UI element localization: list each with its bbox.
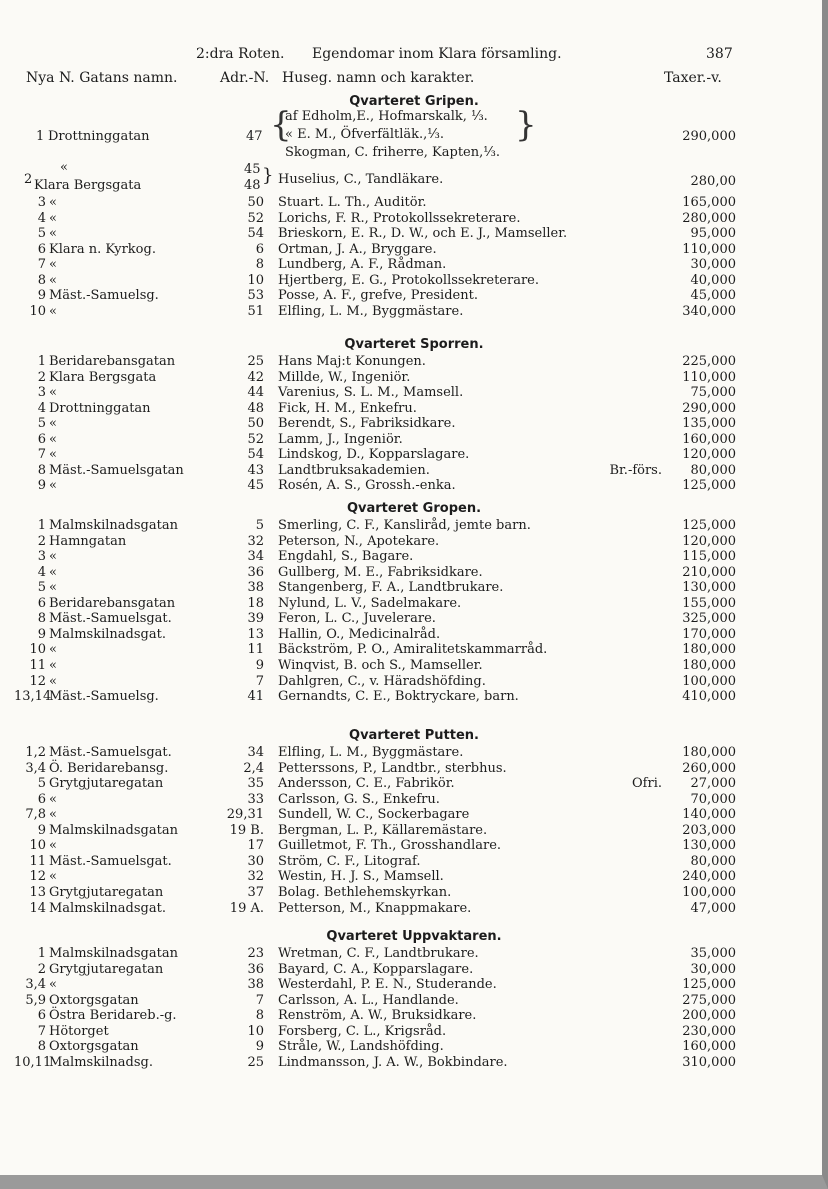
- street: «: [49, 838, 57, 853]
- tax-value: 165,000: [682, 195, 736, 210]
- addr-number: 5: [255, 518, 264, 533]
- nr: 5: [37, 416, 46, 431]
- owner: Gullberg, M. E., Fabriksidkare.: [278, 565, 483, 580]
- tax-value: 180,000: [682, 642, 736, 657]
- tax-value: 260,000: [682, 761, 736, 776]
- owner: Fick, H. M., Enkefru.: [278, 401, 417, 416]
- nr: 2: [37, 370, 46, 385]
- addr-number: 47: [246, 129, 263, 144]
- addr-number: 23: [247, 946, 264, 961]
- tax-value: 47,000: [690, 901, 736, 916]
- nr: 14: [29, 901, 46, 916]
- addr-number: 36: [247, 962, 264, 977]
- owner: Millde, W., Ingeniör.: [278, 370, 411, 385]
- street: Malmskilnadsgat.: [49, 901, 166, 916]
- addr-number: 53: [247, 288, 264, 303]
- addr-number: 35: [247, 776, 264, 791]
- tax-value: 170,000: [682, 627, 736, 642]
- nr: 1: [37, 518, 46, 533]
- nr: 1: [37, 354, 46, 369]
- brace-right: }: [515, 105, 537, 145]
- owner: Elfling, L. M., Byggmästare.: [278, 745, 464, 760]
- addr-number: 7: [255, 993, 264, 1008]
- street: «: [60, 160, 68, 175]
- nr: 6: [37, 1008, 46, 1023]
- nr: 6: [37, 242, 46, 257]
- tax-value: 70,000: [690, 792, 736, 807]
- addr-number: 6: [255, 242, 264, 257]
- street: Mäst.-Samuelsgat.: [49, 611, 172, 626]
- page-title: Egendomar inom Klara församling.: [312, 46, 562, 62]
- tax-value: 80,000: [690, 854, 736, 869]
- tax-value: 40,000: [690, 273, 736, 288]
- addr-number: 30: [247, 854, 264, 869]
- addr-number: 38: [247, 580, 264, 595]
- street: Hötorget: [49, 1024, 109, 1039]
- nr: 3,4: [25, 761, 46, 776]
- owner: Bayard, C. A., Kopparslagare.: [278, 962, 474, 977]
- owner: Brieskorn, E. R., D. W., och E. J., Mamseller.: [278, 226, 568, 241]
- street: Malmskilnadsgatan: [49, 946, 178, 961]
- street: Mäst.-Samuelsgat.: [49, 745, 172, 760]
- addr-number: 9: [255, 1039, 264, 1054]
- street: Drottninggatan: [48, 129, 150, 144]
- tax-value: 30,000: [690, 257, 736, 272]
- owner: Lindmansson, J. A. W., Bokbindare.: [278, 1055, 508, 1070]
- owner: Petterssons, P., Landtbr., sterbhus.: [278, 761, 507, 776]
- owner: Petterson, M., Knappmakare.: [278, 901, 472, 916]
- block-title-gripen: Qvarteret Gripen.: [349, 94, 479, 109]
- tax-value: 160,000: [682, 432, 736, 447]
- street: «: [49, 658, 57, 673]
- addr-number: 7: [255, 674, 264, 689]
- nr: 6: [37, 596, 46, 611]
- owner: Andersson, C. E., Fabrikör.: [278, 776, 455, 791]
- street: Malmskilnadsgatan: [49, 518, 178, 533]
- street: «: [49, 416, 57, 431]
- tax-value: 125,000: [682, 518, 736, 533]
- tax-value: 110,000: [682, 370, 736, 385]
- owner: Bergman, L. P., Källaremästare.: [278, 823, 488, 838]
- street: Oxtorgsgatan: [49, 993, 139, 1008]
- owner: Lundberg, A. F., Rådman.: [278, 257, 447, 272]
- nr: 7,8: [25, 807, 46, 822]
- nr: 5: [37, 776, 46, 791]
- street: «: [49, 565, 57, 580]
- owner: Hans Maj:t Konungen.: [278, 354, 426, 369]
- owner: Stråle, W., Landshöfding.: [278, 1039, 444, 1054]
- addr-number: 37: [247, 885, 264, 900]
- block-title: Qvarteret Gropen.: [346, 501, 482, 516]
- nr: 10: [29, 838, 46, 853]
- nr: 7: [37, 447, 46, 462]
- tax-value: 180,000: [682, 745, 736, 760]
- street: Mäst.-Samuelsg.: [49, 689, 159, 704]
- street: «: [49, 549, 57, 564]
- col-header-street: Nya N. Gatans namn.: [26, 70, 178, 86]
- tax-value: 130,000: [682, 580, 736, 595]
- nr: 3,4: [25, 977, 46, 992]
- tax-value: 200,000: [682, 1008, 736, 1023]
- tax-value: 115,000: [682, 549, 736, 564]
- street: Drottninggatan: [49, 401, 151, 416]
- owner: Forsberg, C. L., Krigsråd.: [278, 1024, 447, 1039]
- owner: Skogman, C. friherre, Kapten,⅓.: [285, 145, 500, 160]
- addr-number: 17: [247, 838, 264, 853]
- addr-number: 43: [247, 463, 264, 478]
- owner: Varenius, S. L. M., Mamsell.: [278, 385, 464, 400]
- tax-value: 310,000: [682, 1055, 736, 1070]
- tax-value: 110,000: [682, 242, 736, 257]
- street: Klara Bergsgata: [49, 370, 157, 385]
- tax-value: 225,000: [682, 354, 736, 369]
- nr: 4: [37, 401, 46, 416]
- col-header-tax: Taxer.-v.: [664, 70, 722, 86]
- owner: Winqvist, B. och S., Mamseller.: [278, 658, 483, 673]
- nr: 3: [37, 385, 46, 400]
- nr: 8: [37, 463, 46, 478]
- street: Grytgjutaregatan: [49, 962, 164, 977]
- nr: 2: [24, 172, 33, 187]
- owner: Lamm, J., Ingeniör.: [278, 432, 403, 447]
- owner: Carlsson, G. S., Enkefru.: [278, 792, 440, 807]
- addr-number: 50: [247, 195, 264, 210]
- tax-value: 340,000: [682, 304, 736, 319]
- tax-value: 290,000: [682, 401, 736, 416]
- street: Malmskilnadsgatan: [49, 823, 178, 838]
- street: Mäst.-Samuelsgatan: [49, 463, 184, 478]
- nr: 10: [29, 642, 46, 657]
- nr: 6: [37, 792, 46, 807]
- addr-number: 2,4: [243, 761, 264, 776]
- addr-number: 8: [255, 257, 264, 272]
- block-title: Qvarteret Putten.: [349, 728, 479, 743]
- addr-number: 38: [247, 977, 264, 992]
- nr: 2: [37, 534, 46, 549]
- street: «: [49, 478, 57, 493]
- tax-value: 95,000: [690, 226, 736, 241]
- nr: 8: [37, 611, 46, 626]
- addr-number: 48: [247, 401, 264, 416]
- street: «: [49, 257, 57, 272]
- addr-number: 34: [247, 745, 264, 760]
- nr: 1,2: [25, 745, 46, 760]
- addr-number: 33: [247, 792, 264, 807]
- col-header-addr: Adr.-N.: [220, 70, 270, 86]
- nr: 6: [37, 432, 46, 447]
- owner: Hallin, O., Medicinalråd.: [278, 627, 441, 642]
- tax-value: 160,000: [682, 1039, 736, 1054]
- addr-number: 32: [247, 869, 264, 884]
- nr: 3: [37, 549, 46, 564]
- nr: 12: [29, 674, 46, 689]
- addr-number: 44: [247, 385, 264, 400]
- nr: 11: [29, 658, 46, 673]
- tax-value: 120,000: [682, 447, 736, 462]
- tax-value: 35,000: [690, 946, 736, 961]
- street: «: [49, 977, 57, 992]
- street: Ö. Beridarebansg.: [49, 761, 169, 776]
- page-number: 387: [706, 46, 733, 62]
- owner: Bolag. Bethlehemskyrkan.: [278, 885, 452, 900]
- owner: Smerling, C. F., Kansliråd, jemte barn.: [278, 518, 531, 533]
- owner: Rosén, A. S., Grossh.-enka.: [278, 478, 456, 493]
- addr-number: 51: [247, 304, 264, 319]
- nr: 4: [37, 565, 46, 580]
- addr-number: 36: [247, 565, 264, 580]
- owner: Berendt, S., Fabriksidkare.: [278, 416, 456, 431]
- street: «: [49, 792, 57, 807]
- addr-number: 52: [247, 211, 264, 226]
- owner: Landtbruksakademien.: [278, 463, 430, 478]
- tax-value: 290,000: [682, 129, 736, 144]
- tax-value: 410,000: [682, 689, 736, 704]
- addr-number: 19 B.: [229, 823, 264, 838]
- addr-number: 18: [247, 596, 264, 611]
- note: Br.-förs.: [609, 463, 662, 478]
- brace-right: }: [262, 165, 274, 186]
- nr: 5,9: [25, 993, 46, 1008]
- street: «: [49, 304, 57, 319]
- owner: Lorichs, F. R., Protokollssekreterare.: [278, 211, 521, 226]
- tax-value: 27,000: [690, 776, 736, 791]
- addr-number: 48: [244, 178, 261, 193]
- owner: Peterson, N., Apotekare.: [278, 534, 440, 549]
- nr: 10: [29, 304, 46, 319]
- addr-number: 25: [247, 354, 264, 369]
- owner: Ortman, J. A., Bryggare.: [278, 242, 437, 257]
- street: «: [49, 674, 57, 689]
- street: «: [49, 447, 57, 462]
- owner: Bäckström, P. O., Amiralitetskammarråd.: [278, 642, 548, 657]
- col-header-owner: Huseg. namn och karakter.: [282, 70, 475, 86]
- tax-value: 100,000: [682, 674, 736, 689]
- tax-value: 240,000: [682, 869, 736, 884]
- nr: 9: [37, 288, 46, 303]
- tax-value: 230,000: [682, 1024, 736, 1039]
- tax-value: 75,000: [690, 385, 736, 400]
- owner: Gernandts, C. E., Boktryckare, barn.: [278, 689, 519, 704]
- addr-number: 8: [255, 1008, 264, 1023]
- owner: Posse, A. F., grefve, President.: [278, 288, 478, 303]
- nr: 11: [29, 854, 46, 869]
- tax-value: 30,000: [690, 962, 736, 977]
- nr: 7: [37, 1024, 46, 1039]
- street: Grytgjutaregatan: [49, 776, 164, 791]
- street: Östra Beridareb.-g.: [49, 1008, 177, 1023]
- street: Beridarebansgatan: [49, 596, 176, 611]
- addr-number: 42: [247, 370, 264, 385]
- street: Beridarebansgatan: [49, 354, 176, 369]
- nr: 5: [37, 226, 46, 241]
- owner: Renström, A. W., Bruksidkare.: [278, 1008, 477, 1023]
- street: Hamngatan: [49, 534, 127, 549]
- street: Oxtorgsgatan: [49, 1039, 139, 1054]
- owner: Lindskog, D., Kopparslagare.: [278, 447, 470, 462]
- owner: Hjertberg, E. G., Protokollssekreterare.: [278, 273, 539, 288]
- owner: Elfling, L. M., Byggmästare.: [278, 304, 464, 319]
- owner: Huselius, C., Tandläkare.: [278, 172, 444, 187]
- street: «: [49, 807, 57, 822]
- street: «: [49, 226, 57, 241]
- addr-number: 10: [247, 273, 264, 288]
- nr: 12: [29, 869, 46, 884]
- owner: Engdahl, S., Bagare.: [278, 549, 414, 564]
- tax-value: 325,000: [682, 611, 736, 626]
- block-title: Qvarteret Sporren.: [344, 337, 484, 352]
- block-title: Qvarteret Uppvaktaren.: [326, 929, 502, 944]
- street: «: [49, 432, 57, 447]
- tax-value: 280,00: [690, 174, 736, 189]
- street: «: [49, 869, 57, 884]
- addr-number: 29,31: [226, 807, 264, 822]
- tax-value: 45,000: [690, 288, 736, 303]
- street: Malmskilnadsgat.: [49, 627, 166, 642]
- tax-value: 280,000: [682, 211, 736, 226]
- nr: 8: [37, 273, 46, 288]
- tax-value: 210,000: [682, 565, 736, 580]
- street: Malmskilnadsg.: [49, 1055, 153, 1070]
- owner: Ström, C. F., Litograf.: [278, 854, 421, 869]
- addr-number: 54: [247, 226, 264, 241]
- addr-number: 34: [247, 549, 264, 564]
- tax-value: 275,000: [682, 993, 736, 1008]
- tax-value: 155,000: [682, 596, 736, 611]
- owner: Dahlgren, C., v. Häradshöfding.: [278, 674, 486, 689]
- tax-value: 120,000: [682, 534, 736, 549]
- owner: Carlsson, A. L., Handlande.: [278, 993, 459, 1008]
- nr: 10,11: [14, 1055, 52, 1070]
- nr: 3: [37, 195, 46, 210]
- owner: Westerdahl, P. E. N., Studerande.: [278, 977, 497, 992]
- nr: 9: [37, 627, 46, 642]
- brace-left: {: [270, 105, 292, 145]
- street: «: [49, 580, 57, 595]
- addr-number: 39: [247, 611, 264, 626]
- tax-value: 125,000: [682, 977, 736, 992]
- owner: Wretman, C. F., Landtbrukare.: [278, 946, 479, 961]
- nr: 7: [37, 257, 46, 272]
- owner: Feron, L. C., Juvelerare.: [278, 611, 436, 626]
- owner: Westin, H. J. S., Mamsell.: [278, 869, 444, 884]
- owner: « E. M., Öfverfältläk.,⅓.: [285, 127, 444, 142]
- tax-value: 180,000: [682, 658, 736, 673]
- nr: 8: [37, 1039, 46, 1054]
- addr-number: 13: [247, 627, 264, 642]
- street: «: [49, 642, 57, 657]
- addr-number: 19 A.: [229, 901, 264, 916]
- tax-value: 100,000: [682, 885, 736, 900]
- street: Mäst.-Samuelsg.: [49, 288, 159, 303]
- street: «: [49, 273, 57, 288]
- nr: 4: [37, 211, 46, 226]
- nr: 1: [36, 129, 45, 144]
- owner: Guilletmot, F. Th., Grosshandlare.: [278, 838, 502, 853]
- addr-number: 52: [247, 432, 264, 447]
- tax-value: 80,000: [690, 463, 736, 478]
- street: «: [49, 385, 57, 400]
- street: Klara Bergsgata: [34, 178, 142, 193]
- addr-number: 9: [255, 658, 264, 673]
- tax-value: 203,000: [682, 823, 736, 838]
- addr-number: 11: [247, 642, 264, 657]
- street: Klara n. Kyrkog.: [49, 242, 156, 257]
- nr: 9: [37, 478, 46, 493]
- addr-number: 32: [247, 534, 264, 549]
- nr: 5: [37, 580, 46, 595]
- nr: 13,14: [14, 689, 52, 704]
- addr-number: 25: [247, 1055, 264, 1070]
- nr: 2: [37, 962, 46, 977]
- note: Ofri.: [632, 776, 662, 791]
- addr-number: 10: [247, 1024, 264, 1039]
- nr: 9: [37, 823, 46, 838]
- nr: 13: [29, 885, 46, 900]
- nr: 1: [37, 946, 46, 961]
- street: «: [49, 211, 57, 226]
- addr-number: 45: [247, 478, 264, 493]
- street: «: [49, 195, 57, 210]
- roten-label: 2:dra Roten.: [196, 46, 285, 62]
- street: Grytgjutaregatan: [49, 885, 164, 900]
- addr-number: 50: [247, 416, 264, 431]
- street: Mäst.-Samuelsgat.: [49, 854, 172, 869]
- tax-value: 135,000: [682, 416, 736, 431]
- owner: Stuart. L. Th., Auditör.: [278, 195, 427, 210]
- owner: Nylund, L. V., Sadelmakare.: [278, 596, 462, 611]
- addr-number: 45: [244, 162, 261, 177]
- owner: Stangenberg, F. A., Landtbrukare.: [278, 580, 504, 595]
- tax-value: 130,000: [682, 838, 736, 853]
- addr-number: 41: [247, 689, 264, 704]
- tax-value: 125,000: [682, 478, 736, 493]
- addr-number: 54: [247, 447, 264, 462]
- owner: af Edholm,E., Hofmarskalk, ⅓.: [285, 109, 488, 124]
- owner: Sundell, W. C., Sockerbagare: [278, 807, 470, 822]
- tax-value: 140,000: [682, 807, 736, 822]
